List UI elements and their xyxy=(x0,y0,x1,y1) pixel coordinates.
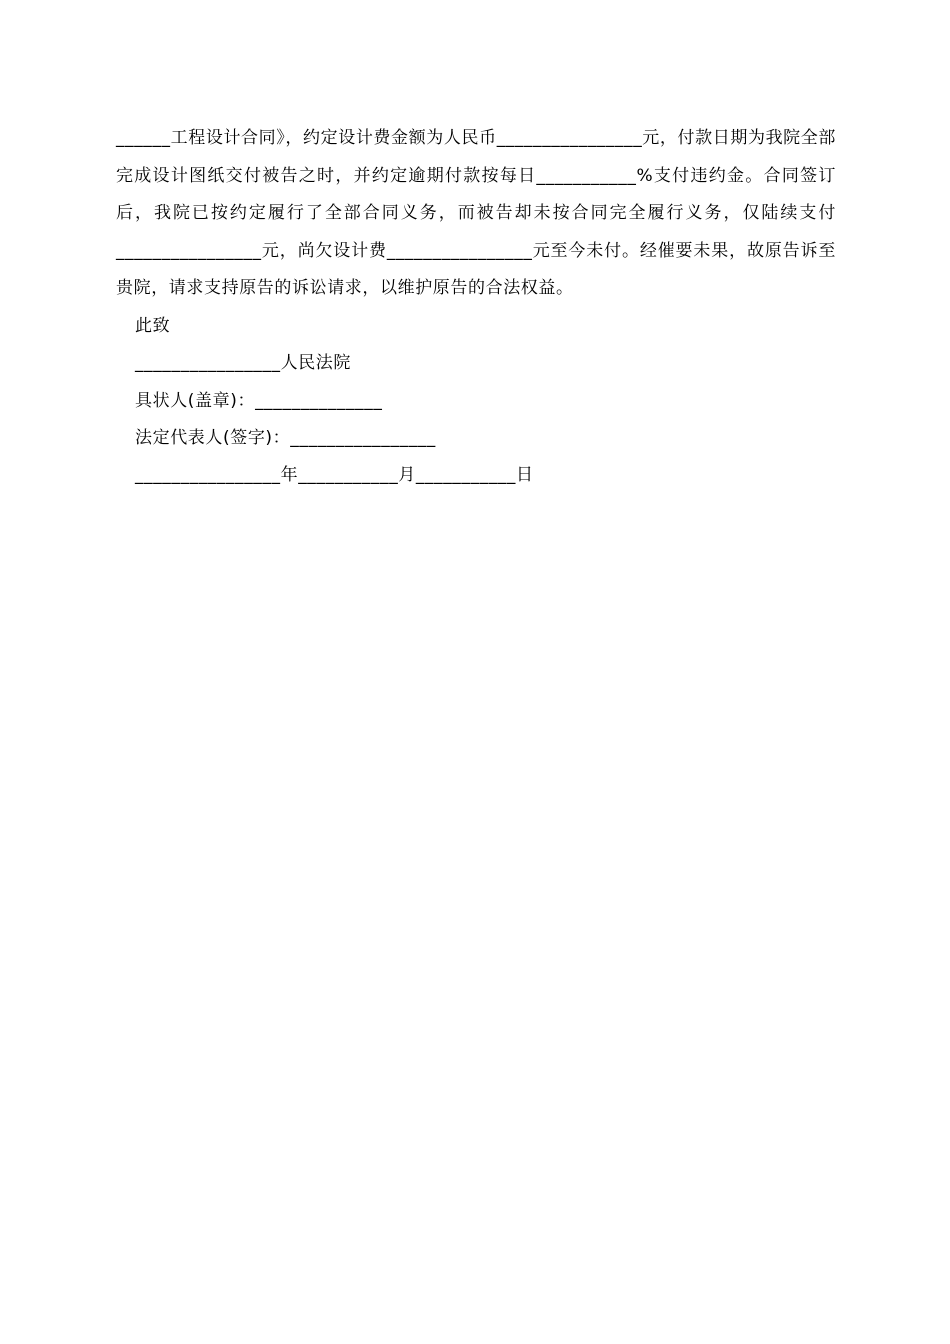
salutation-line: 此致 xyxy=(135,316,171,336)
date-line: ________________年___________月___________日 xyxy=(135,465,534,485)
complaint-body-paragraph: ______工程设计合同》，约定设计费金额为人民币________________元，付款日期为我院全部完成设计图纸交付被告之时，并约定逾期付款按每日___________%支付违约金。合同签订后，我院已按约定履行了全部合同义务，而被告却未按合同完全履行义务，仅陆续支付________________元，尚欠设计费________________元至今未付。经催要未果，故原告诉至贵院，请求支持原告的诉讼请求，以维护原告的合法权益。 xyxy=(116,128,836,298)
court-name-line: ________________人民法院 xyxy=(135,353,351,373)
plaintiff-seal-line: 具状人(盖章)：______________ xyxy=(135,391,383,411)
legal-representative-signature-line: 法定代表人(签字)：________________ xyxy=(135,428,436,448)
